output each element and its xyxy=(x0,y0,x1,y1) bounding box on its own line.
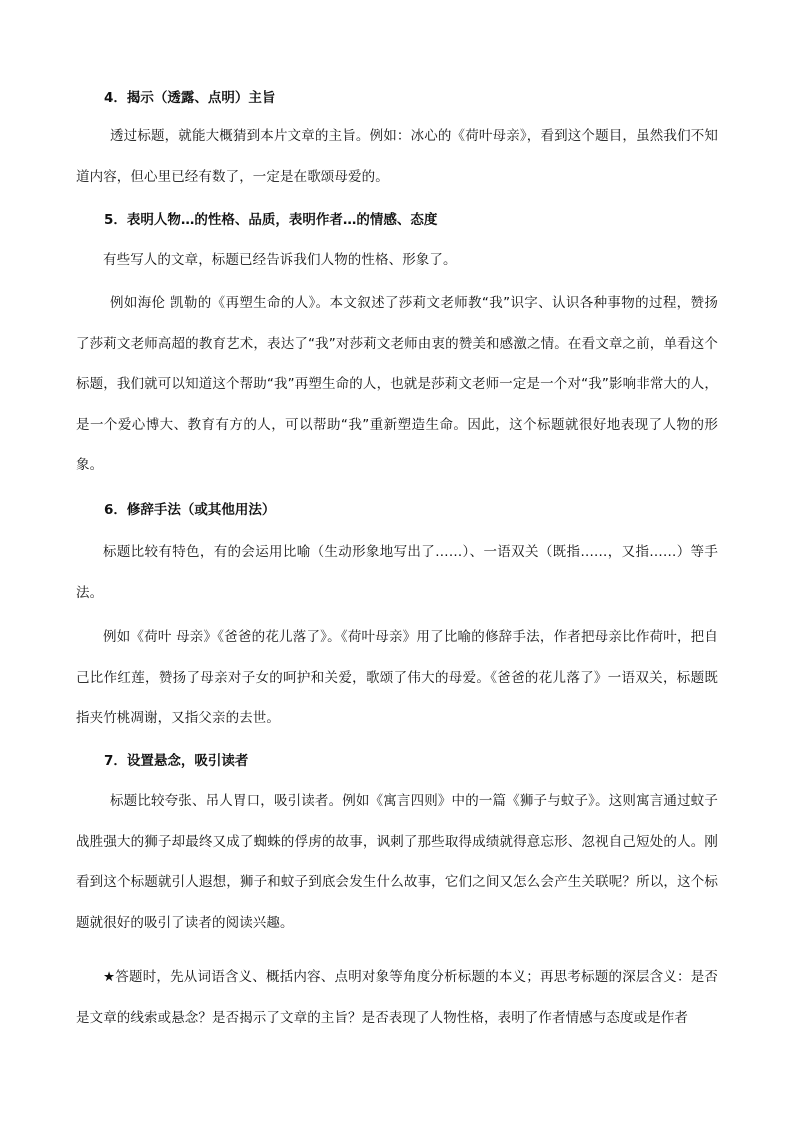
section-4-paragraph-1: 透过标题，就能大概猜到本片文章的主旨。例如：冰心的《荷叶母亲》，看到这个题目，虽然我们不知道内容，但心里已经有数了，一定是在歌颂母爱的。 xyxy=(76,128,718,185)
section-heading-4: 4．揭示（透露、点明）主旨 xyxy=(104,90,276,106)
section-6-paragraph-1: 标题比较有特色，有的会运用比喻（生动形象地写出了……）、一语双关（既指……，又指……）等手法。 xyxy=(76,544,718,601)
section-7-paragraph-1: 标题比较夸张、吊人胃口，吸引读者。例如《寓言四则》中的一篇《狮子与蚊子》。这则寓言通过蚊子战胜强大的狮子却最终又成了蜘蛛的俘虏的故事，讽刺了那些取得成绩就得意忘形、忽视自己短处的人。刚看到这个标题就引人遐想，狮子和蚊子到底会发生什么故事，它们之间又怎么会产生关联呢？所以，这个标题就很好的吸引了读者的阅读兴趣。 xyxy=(76,793,718,931)
section-6-paragraph-2: 例如《荷叶 母亲》《爸爸的花儿落了》。《荷叶母亲》用了比喻的修辞手法，作者把母亲比作荷叶，把自己比作红莲，赞扬了母亲对子女的呵护和关爱，歌颂了伟大的母爱。《爸爸的花儿落了》一语双关，标题既指夹竹桃凋谢，又指父亲的去世。 xyxy=(76,629,718,726)
section-heading-5: 5．表明人物…的性格、品质，表明作者…的情感、态度 xyxy=(104,212,438,228)
answer-tip-paragraph: ★答题时，先从词语含义、概括内容、点明对象等角度分析标题的本义；再思考标题的深层含义：是否是文章的线索或悬念？是否揭示了文章的主旨？是否表现了人物性格，表明了作者情感与态度或是作者 xyxy=(76,969,718,1026)
section-5-paragraph-1: 有些写人的文章，标题已经告诉我们人物的性格、形象了。 xyxy=(103,252,457,268)
section-heading-6: 6．修辞手法（或其他用法） xyxy=(104,502,276,518)
section-heading-7: 7．设置悬念，吸引读者 xyxy=(104,753,249,769)
section-5-paragraph-2: 例如海伦 凯勒的《再塑生命的人》。本文叙述了莎莉文老师教“我”识字、认识各种事物的过程，赞扬了莎莉文老师高超的教育艺术，表达了“我”对莎莉文老师由衷的赞美和感激之情。在看文章之前，单看这个标题，我们就可以知道这个帮助“我”再塑生命的人，也就是莎莉文老师一定是一个对“我”影响非常大的人，是一个爱心博大、教育有方的人，可以帮助“我”重新塑造生命。因此，这个标题就很好地表现了人物的形象。 xyxy=(76,295,718,473)
